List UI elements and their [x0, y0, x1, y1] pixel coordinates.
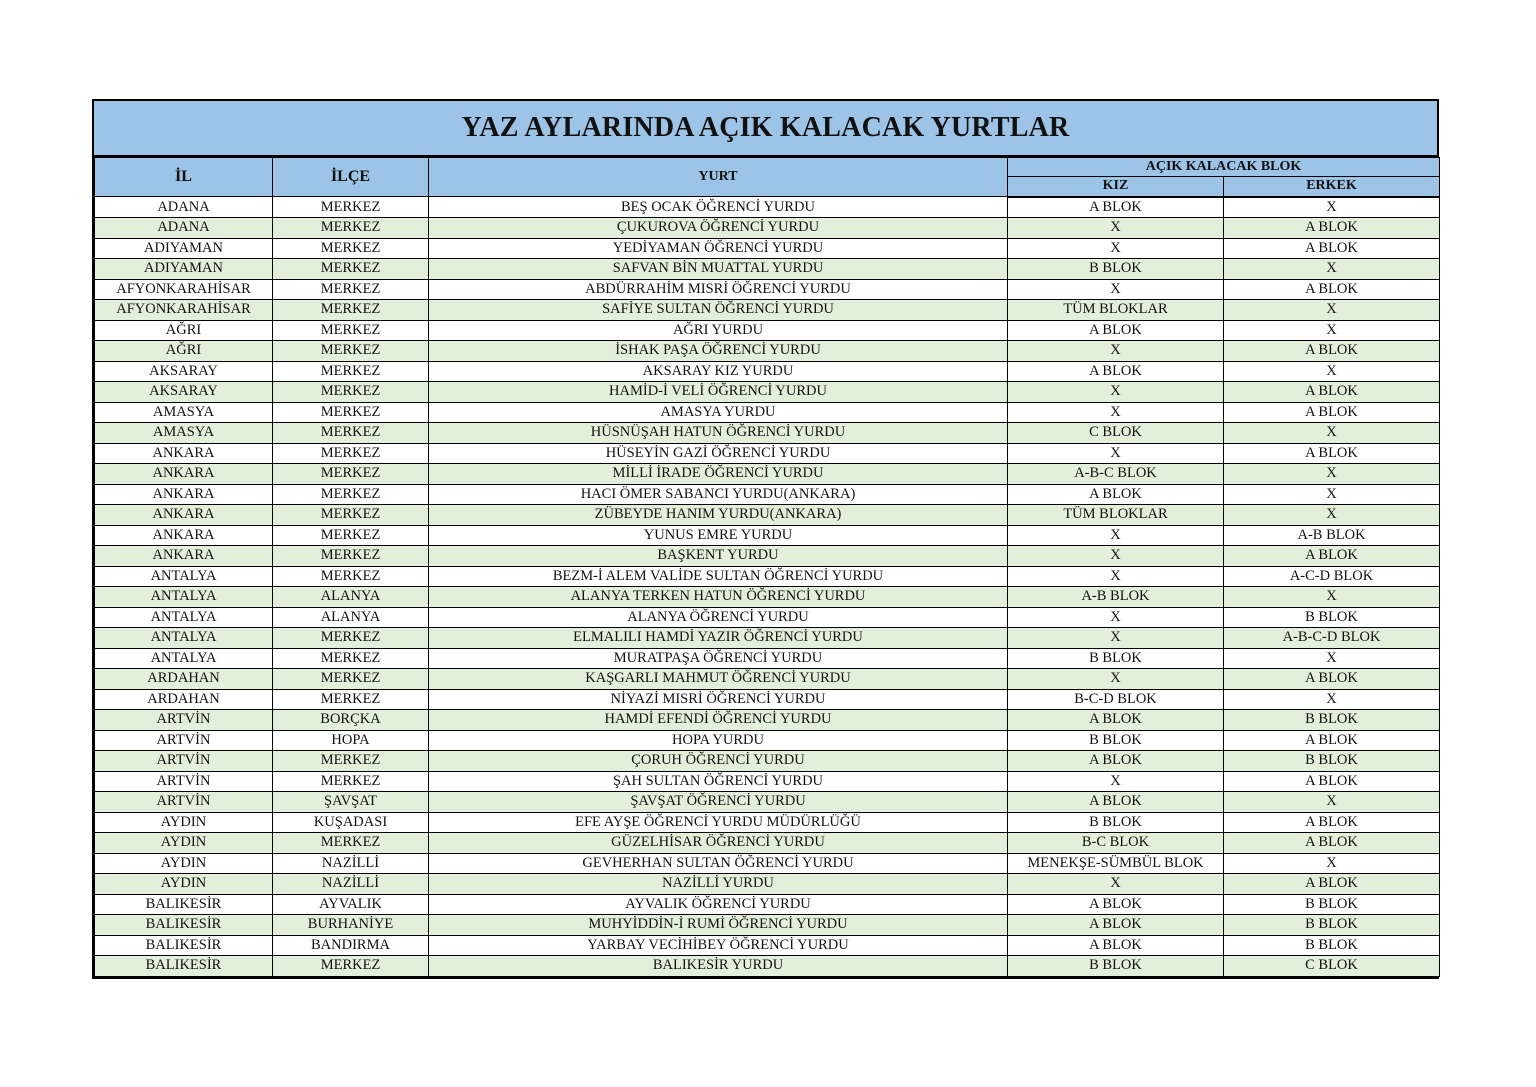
- cell-ilce: HOPA: [273, 730, 429, 751]
- cell-ilce: KUŞADASI: [273, 812, 429, 833]
- cell-il: AYDIN: [95, 853, 273, 874]
- cell-il: ANTALYA: [95, 607, 273, 628]
- cell-il: ANTALYA: [95, 648, 273, 669]
- table-row: [95, 279, 1440, 300]
- table-row: [95, 792, 1440, 813]
- cell-erkek: A BLOK: [1224, 669, 1440, 690]
- column-header-il: İL: [95, 158, 273, 197]
- cell-yurt: SAFVAN BİN MUATTAL YURDU: [429, 259, 1008, 280]
- cell-yurt: ÇORUH ÖĞRENCİ YURDU: [429, 751, 1008, 772]
- cell-ilce: BANDIRMA: [273, 935, 429, 956]
- cell-kiz: X: [1008, 218, 1224, 239]
- table-row: [95, 382, 1440, 403]
- table-header: [95, 158, 1440, 197]
- cell-yurt: HAMDİ EFENDİ ÖĞRENCİ YURDU: [429, 710, 1008, 731]
- cell-erkek: A-C-D BLOK: [1224, 566, 1440, 587]
- cell-il: BALIKESİR: [95, 935, 273, 956]
- cell-il: AYDIN: [95, 812, 273, 833]
- cell-il: AKSARAY: [95, 382, 273, 403]
- cell-kiz: MENEKŞE-SÜMBÜL BLOK: [1008, 853, 1224, 874]
- cell-yurt: ŞAVŞAT ÖĞRENCİ YURDU: [429, 792, 1008, 813]
- cell-il: ARTVİN: [95, 730, 273, 751]
- cell-yurt: EFE AYŞE ÖĞRENCİ YURDU MÜDÜRLÜĞÜ: [429, 812, 1008, 833]
- cell-erkek: X: [1224, 197, 1440, 218]
- cell-ilce: MERKEZ: [273, 464, 429, 485]
- cell-ilce: MERKEZ: [273, 833, 429, 854]
- cell-erkek: A BLOK: [1224, 812, 1440, 833]
- cell-yurt: HÜSNÜŞAH HATUN ÖĞRENCİ YURDU: [429, 423, 1008, 444]
- cell-il: ANKARA: [95, 464, 273, 485]
- table-row: [95, 587, 1440, 608]
- cell-erkek: X: [1224, 505, 1440, 526]
- column-header-ilce: İLÇE: [273, 158, 429, 197]
- cell-ilce: ŞAVŞAT: [273, 792, 429, 813]
- table-row: [95, 546, 1440, 567]
- cell-yurt: HOPA YURDU: [429, 730, 1008, 751]
- cell-kiz: A BLOK: [1008, 894, 1224, 915]
- cell-kiz: TÜM BLOKLAR: [1008, 505, 1224, 526]
- cell-yurt: ABDÜRRAHİM MISRİ ÖĞRENCİ YURDU: [429, 279, 1008, 300]
- cell-yurt: NİYAZİ MISRİ ÖĞRENCİ YURDU: [429, 689, 1008, 710]
- cell-yurt: NAZİLLİ YURDU: [429, 874, 1008, 895]
- table-row: [95, 218, 1440, 239]
- cell-kiz: A BLOK: [1008, 792, 1224, 813]
- cell-il: AĞRI: [95, 341, 273, 362]
- table-row: [95, 730, 1440, 751]
- cell-kiz: A BLOK: [1008, 484, 1224, 505]
- table-row: [95, 464, 1440, 485]
- cell-ilce: MERKEZ: [273, 320, 429, 341]
- cell-erkek: A BLOK: [1224, 218, 1440, 239]
- cell-kiz: A BLOK: [1008, 751, 1224, 772]
- cell-erkek: A BLOK: [1224, 874, 1440, 895]
- table-row: [95, 566, 1440, 587]
- cell-yurt: ZÜBEYDE HANIM YURDU(ANKARA): [429, 505, 1008, 526]
- cell-il: ANKARA: [95, 443, 273, 464]
- cell-kiz: A BLOK: [1008, 361, 1224, 382]
- cell-ilce: MERKEZ: [273, 382, 429, 403]
- cell-kiz: X: [1008, 443, 1224, 464]
- cell-kiz: B-C-D BLOK: [1008, 689, 1224, 710]
- cell-yurt: YUNUS EMRE YURDU: [429, 525, 1008, 546]
- cell-kiz: B BLOK: [1008, 730, 1224, 751]
- cell-kiz: X: [1008, 279, 1224, 300]
- cell-kiz: X: [1008, 771, 1224, 792]
- table-row: [95, 956, 1440, 977]
- cell-erkek: B BLOK: [1224, 751, 1440, 772]
- cell-ilce: MERKEZ: [273, 505, 429, 526]
- column-header-kiz: KIZ: [1008, 177, 1224, 197]
- cell-erkek: X: [1224, 464, 1440, 485]
- cell-yurt: İSHAK PAŞA ÖĞRENCİ YURDU: [429, 341, 1008, 362]
- cell-kiz: B BLOK: [1008, 648, 1224, 669]
- cell-erkek: A BLOK: [1224, 341, 1440, 362]
- cell-kiz: B BLOK: [1008, 259, 1224, 280]
- cell-yurt: HÜSEYİN GAZİ ÖĞRENCİ YURDU: [429, 443, 1008, 464]
- cell-ilce: MERKEZ: [273, 300, 429, 321]
- table-row: [95, 853, 1440, 874]
- table-row: [95, 423, 1440, 444]
- column-header-yurt: YURT: [429, 158, 1008, 197]
- table-row: [95, 812, 1440, 833]
- dormitory-table: [94, 157, 1440, 977]
- cell-yurt: BEZM-İ ALEM VALİDE SULTAN ÖĞRENCİ YURDU: [429, 566, 1008, 587]
- cell-erkek: B BLOK: [1224, 710, 1440, 731]
- cell-il: ARTVİN: [95, 751, 273, 772]
- table-row: [95, 443, 1440, 464]
- table-row: [95, 833, 1440, 854]
- cell-kiz: A BLOK: [1008, 710, 1224, 731]
- cell-ilce: MERKEZ: [273, 628, 429, 649]
- table-row: [95, 751, 1440, 772]
- cell-il: ANTALYA: [95, 628, 273, 649]
- cell-ilce: MERKEZ: [273, 525, 429, 546]
- cell-erkek: X: [1224, 587, 1440, 608]
- cell-erkek: A BLOK: [1224, 546, 1440, 567]
- cell-kiz: X: [1008, 525, 1224, 546]
- table-row: [95, 484, 1440, 505]
- cell-yurt: KAŞGARLI MAHMUT ÖĞRENCİ YURDU: [429, 669, 1008, 690]
- cell-yurt: YARBAY VECİHİBEY ÖĞRENCİ YURDU: [429, 935, 1008, 956]
- cell-kiz: X: [1008, 546, 1224, 567]
- cell-erkek: X: [1224, 853, 1440, 874]
- cell-kiz: X: [1008, 382, 1224, 403]
- cell-yurt: BAŞKENT YURDU: [429, 546, 1008, 567]
- cell-il: AFYONKARAHİSAR: [95, 300, 273, 321]
- table-row: [95, 341, 1440, 362]
- cell-ilce: BORÇKA: [273, 710, 429, 731]
- cell-erkek: X: [1224, 259, 1440, 280]
- cell-erkek: C BLOK: [1224, 956, 1440, 977]
- cell-erkek: X: [1224, 320, 1440, 341]
- dormitory-table-sheet: [92, 99, 1439, 979]
- cell-erkek: A BLOK: [1224, 771, 1440, 792]
- cell-yurt: AYVALIK ÖĞRENCİ YURDU: [429, 894, 1008, 915]
- cell-kiz: TÜM BLOKLAR: [1008, 300, 1224, 321]
- cell-yurt: ALANYA ÖĞRENCİ YURDU: [429, 607, 1008, 628]
- cell-il: ANKARA: [95, 505, 273, 526]
- cell-ilce: MERKEZ: [273, 648, 429, 669]
- cell-il: ARTVİN: [95, 771, 273, 792]
- cell-ilce: MERKEZ: [273, 751, 429, 772]
- cell-ilce: MERKEZ: [273, 341, 429, 362]
- cell-yurt: ŞAH SULTAN ÖĞRENCİ YURDU: [429, 771, 1008, 792]
- cell-kiz: A BLOK: [1008, 935, 1224, 956]
- cell-kiz: X: [1008, 402, 1224, 423]
- cell-ilce: MERKEZ: [273, 423, 429, 444]
- cell-il: AKSARAY: [95, 361, 273, 382]
- cell-ilce: BURHANİYE: [273, 915, 429, 936]
- cell-yurt: MURATPAŞA ÖĞRENCİ YURDU: [429, 648, 1008, 669]
- cell-erkek: X: [1224, 648, 1440, 669]
- cell-yurt: AKSARAY KIZ YURDU: [429, 361, 1008, 382]
- cell-erkek: X: [1224, 361, 1440, 382]
- cell-il: ANKARA: [95, 484, 273, 505]
- cell-ilce: MERKEZ: [273, 443, 429, 464]
- table-row: [95, 669, 1440, 690]
- cell-il: ARTVİN: [95, 792, 273, 813]
- cell-yurt: GÜZELHİSAR ÖĞRENCİ YURDU: [429, 833, 1008, 854]
- cell-ilce: MERKEZ: [273, 197, 429, 218]
- cell-yurt: ELMALILI HAMDİ YAZIR ÖĞRENCİ YURDU: [429, 628, 1008, 649]
- cell-yurt: AĞRI YURDU: [429, 320, 1008, 341]
- table-row: [95, 710, 1440, 731]
- cell-kiz: X: [1008, 341, 1224, 362]
- cell-il: AFYONKARAHİSAR: [95, 279, 273, 300]
- table-row: [95, 894, 1440, 915]
- cell-erkek: A BLOK: [1224, 238, 1440, 259]
- cell-yurt: AMASYA YURDU: [429, 402, 1008, 423]
- cell-kiz: B BLOK: [1008, 956, 1224, 977]
- cell-il: AMASYA: [95, 402, 273, 423]
- cell-il: ANKARA: [95, 525, 273, 546]
- cell-kiz: A-B BLOK: [1008, 587, 1224, 608]
- cell-ilce: MERKEZ: [273, 956, 429, 977]
- cell-ilce: MERKEZ: [273, 484, 429, 505]
- cell-il: BALIKESİR: [95, 915, 273, 936]
- cell-il: ARDAHAN: [95, 689, 273, 710]
- cell-erkek: X: [1224, 423, 1440, 444]
- cell-erkek: A BLOK: [1224, 730, 1440, 751]
- cell-erkek: A BLOK: [1224, 402, 1440, 423]
- cell-ilce: AYVALIK: [273, 894, 429, 915]
- cell-il: ARDAHAN: [95, 669, 273, 690]
- cell-ilce: MERKEZ: [273, 259, 429, 280]
- cell-yurt: HACI ÖMER SABANCI YURDU(ANKARA): [429, 484, 1008, 505]
- cell-il: AĞRI: [95, 320, 273, 341]
- cell-il: ANTALYA: [95, 587, 273, 608]
- table-row: [95, 402, 1440, 423]
- cell-il: ANTALYA: [95, 566, 273, 587]
- cell-il: ADIYAMAN: [95, 259, 273, 280]
- cell-erkek: A-B-C-D BLOK: [1224, 628, 1440, 649]
- cell-kiz: X: [1008, 607, 1224, 628]
- cell-erkek: B BLOK: [1224, 935, 1440, 956]
- table-row: [95, 935, 1440, 956]
- cell-yurt: ALANYA TERKEN HATUN ÖĞRENCİ YURDU: [429, 587, 1008, 608]
- cell-erkek: A BLOK: [1224, 382, 1440, 403]
- cell-ilce: MERKEZ: [273, 669, 429, 690]
- cell-kiz: X: [1008, 566, 1224, 587]
- table-row: [95, 197, 1440, 218]
- cell-yurt: YEDİYAMAN ÖĞRENCİ YURDU: [429, 238, 1008, 259]
- table-row: [95, 320, 1440, 341]
- cell-ilce: MERKEZ: [273, 279, 429, 300]
- table-row: [95, 628, 1440, 649]
- table-body: [95, 197, 1440, 977]
- table-row: [95, 648, 1440, 669]
- cell-il: ADIYAMAN: [95, 238, 273, 259]
- cell-il: ADANA: [95, 197, 273, 218]
- cell-yurt: GEVHERHAN SULTAN ÖĞRENCİ YURDU: [429, 853, 1008, 874]
- cell-erkek: A BLOK: [1224, 443, 1440, 464]
- cell-yurt: BALIKESİR YURDU: [429, 956, 1008, 977]
- cell-ilce: MERKEZ: [273, 218, 429, 239]
- cell-ilce: NAZİLLİ: [273, 874, 429, 895]
- column-header-acik-kalacak-blok: AÇIK KALACAK BLOK: [1008, 158, 1440, 177]
- cell-erkek: X: [1224, 689, 1440, 710]
- cell-il: AMASYA: [95, 423, 273, 444]
- cell-erkek: A BLOK: [1224, 279, 1440, 300]
- cell-kiz: X: [1008, 874, 1224, 895]
- cell-ilce: MERKEZ: [273, 771, 429, 792]
- cell-ilce: ALANYA: [273, 607, 429, 628]
- cell-yurt: HAMİD-İ VELİ ÖĞRENCİ YURDU: [429, 382, 1008, 403]
- cell-ilce: MERKEZ: [273, 566, 429, 587]
- page-title: YAZ AYLARINDA AÇIK KALACAK YURTLAR: [94, 101, 1437, 157]
- cell-il: AYDIN: [95, 833, 273, 854]
- cell-erkek: B BLOK: [1224, 915, 1440, 936]
- table-row: [95, 259, 1440, 280]
- column-header-erkek: ERKEK: [1224, 177, 1440, 197]
- cell-yurt: ÇUKUROVA ÖĞRENCİ YURDU: [429, 218, 1008, 239]
- cell-erkek: A-B BLOK: [1224, 525, 1440, 546]
- table-row: [95, 607, 1440, 628]
- cell-erkek: X: [1224, 484, 1440, 505]
- cell-kiz: A BLOK: [1008, 197, 1224, 218]
- cell-erkek: B BLOK: [1224, 607, 1440, 628]
- cell-yurt: MİLLİ İRADE ÖĞRENCİ YURDU: [429, 464, 1008, 485]
- cell-erkek: B BLOK: [1224, 894, 1440, 915]
- table-row: [95, 915, 1440, 936]
- cell-ilce: MERKEZ: [273, 689, 429, 710]
- cell-il: ANKARA: [95, 546, 273, 567]
- table-row: [95, 874, 1440, 895]
- table-row: [95, 505, 1440, 526]
- cell-il: ARTVİN: [95, 710, 273, 731]
- table-row: [95, 300, 1440, 321]
- cell-kiz: X: [1008, 628, 1224, 649]
- cell-ilce: ALANYA: [273, 587, 429, 608]
- cell-il: BALIKESİR: [95, 894, 273, 915]
- cell-ilce: MERKEZ: [273, 361, 429, 382]
- cell-ilce: MERKEZ: [273, 546, 429, 567]
- cell-erkek: A BLOK: [1224, 833, 1440, 854]
- table-row: [95, 361, 1440, 382]
- cell-kiz: A BLOK: [1008, 915, 1224, 936]
- cell-kiz: X: [1008, 669, 1224, 690]
- cell-yurt: SAFİYE SULTAN ÖĞRENCİ YURDU: [429, 300, 1008, 321]
- cell-ilce: NAZİLLİ: [273, 853, 429, 874]
- cell-kiz: C BLOK: [1008, 423, 1224, 444]
- cell-erkek: X: [1224, 792, 1440, 813]
- table-row: [95, 238, 1440, 259]
- table-row: [95, 771, 1440, 792]
- cell-il: ADANA: [95, 218, 273, 239]
- cell-yurt: BEŞ OCAK ÖĞRENCİ YURDU: [429, 197, 1008, 218]
- cell-kiz: B-C BLOK: [1008, 833, 1224, 854]
- cell-il: AYDIN: [95, 874, 273, 895]
- cell-kiz: X: [1008, 238, 1224, 259]
- cell-kiz: A BLOK: [1008, 320, 1224, 341]
- cell-kiz: B BLOK: [1008, 812, 1224, 833]
- cell-ilce: MERKEZ: [273, 402, 429, 423]
- cell-ilce: MERKEZ: [273, 238, 429, 259]
- table-row: [95, 689, 1440, 710]
- cell-il: BALIKESİR: [95, 956, 273, 977]
- cell-kiz: A-B-C BLOK: [1008, 464, 1224, 485]
- cell-yurt: MUHYİDDİN-İ RUMİ ÖĞRENCİ YURDU: [429, 915, 1008, 936]
- cell-erkek: X: [1224, 300, 1440, 321]
- table-row: [95, 525, 1440, 546]
